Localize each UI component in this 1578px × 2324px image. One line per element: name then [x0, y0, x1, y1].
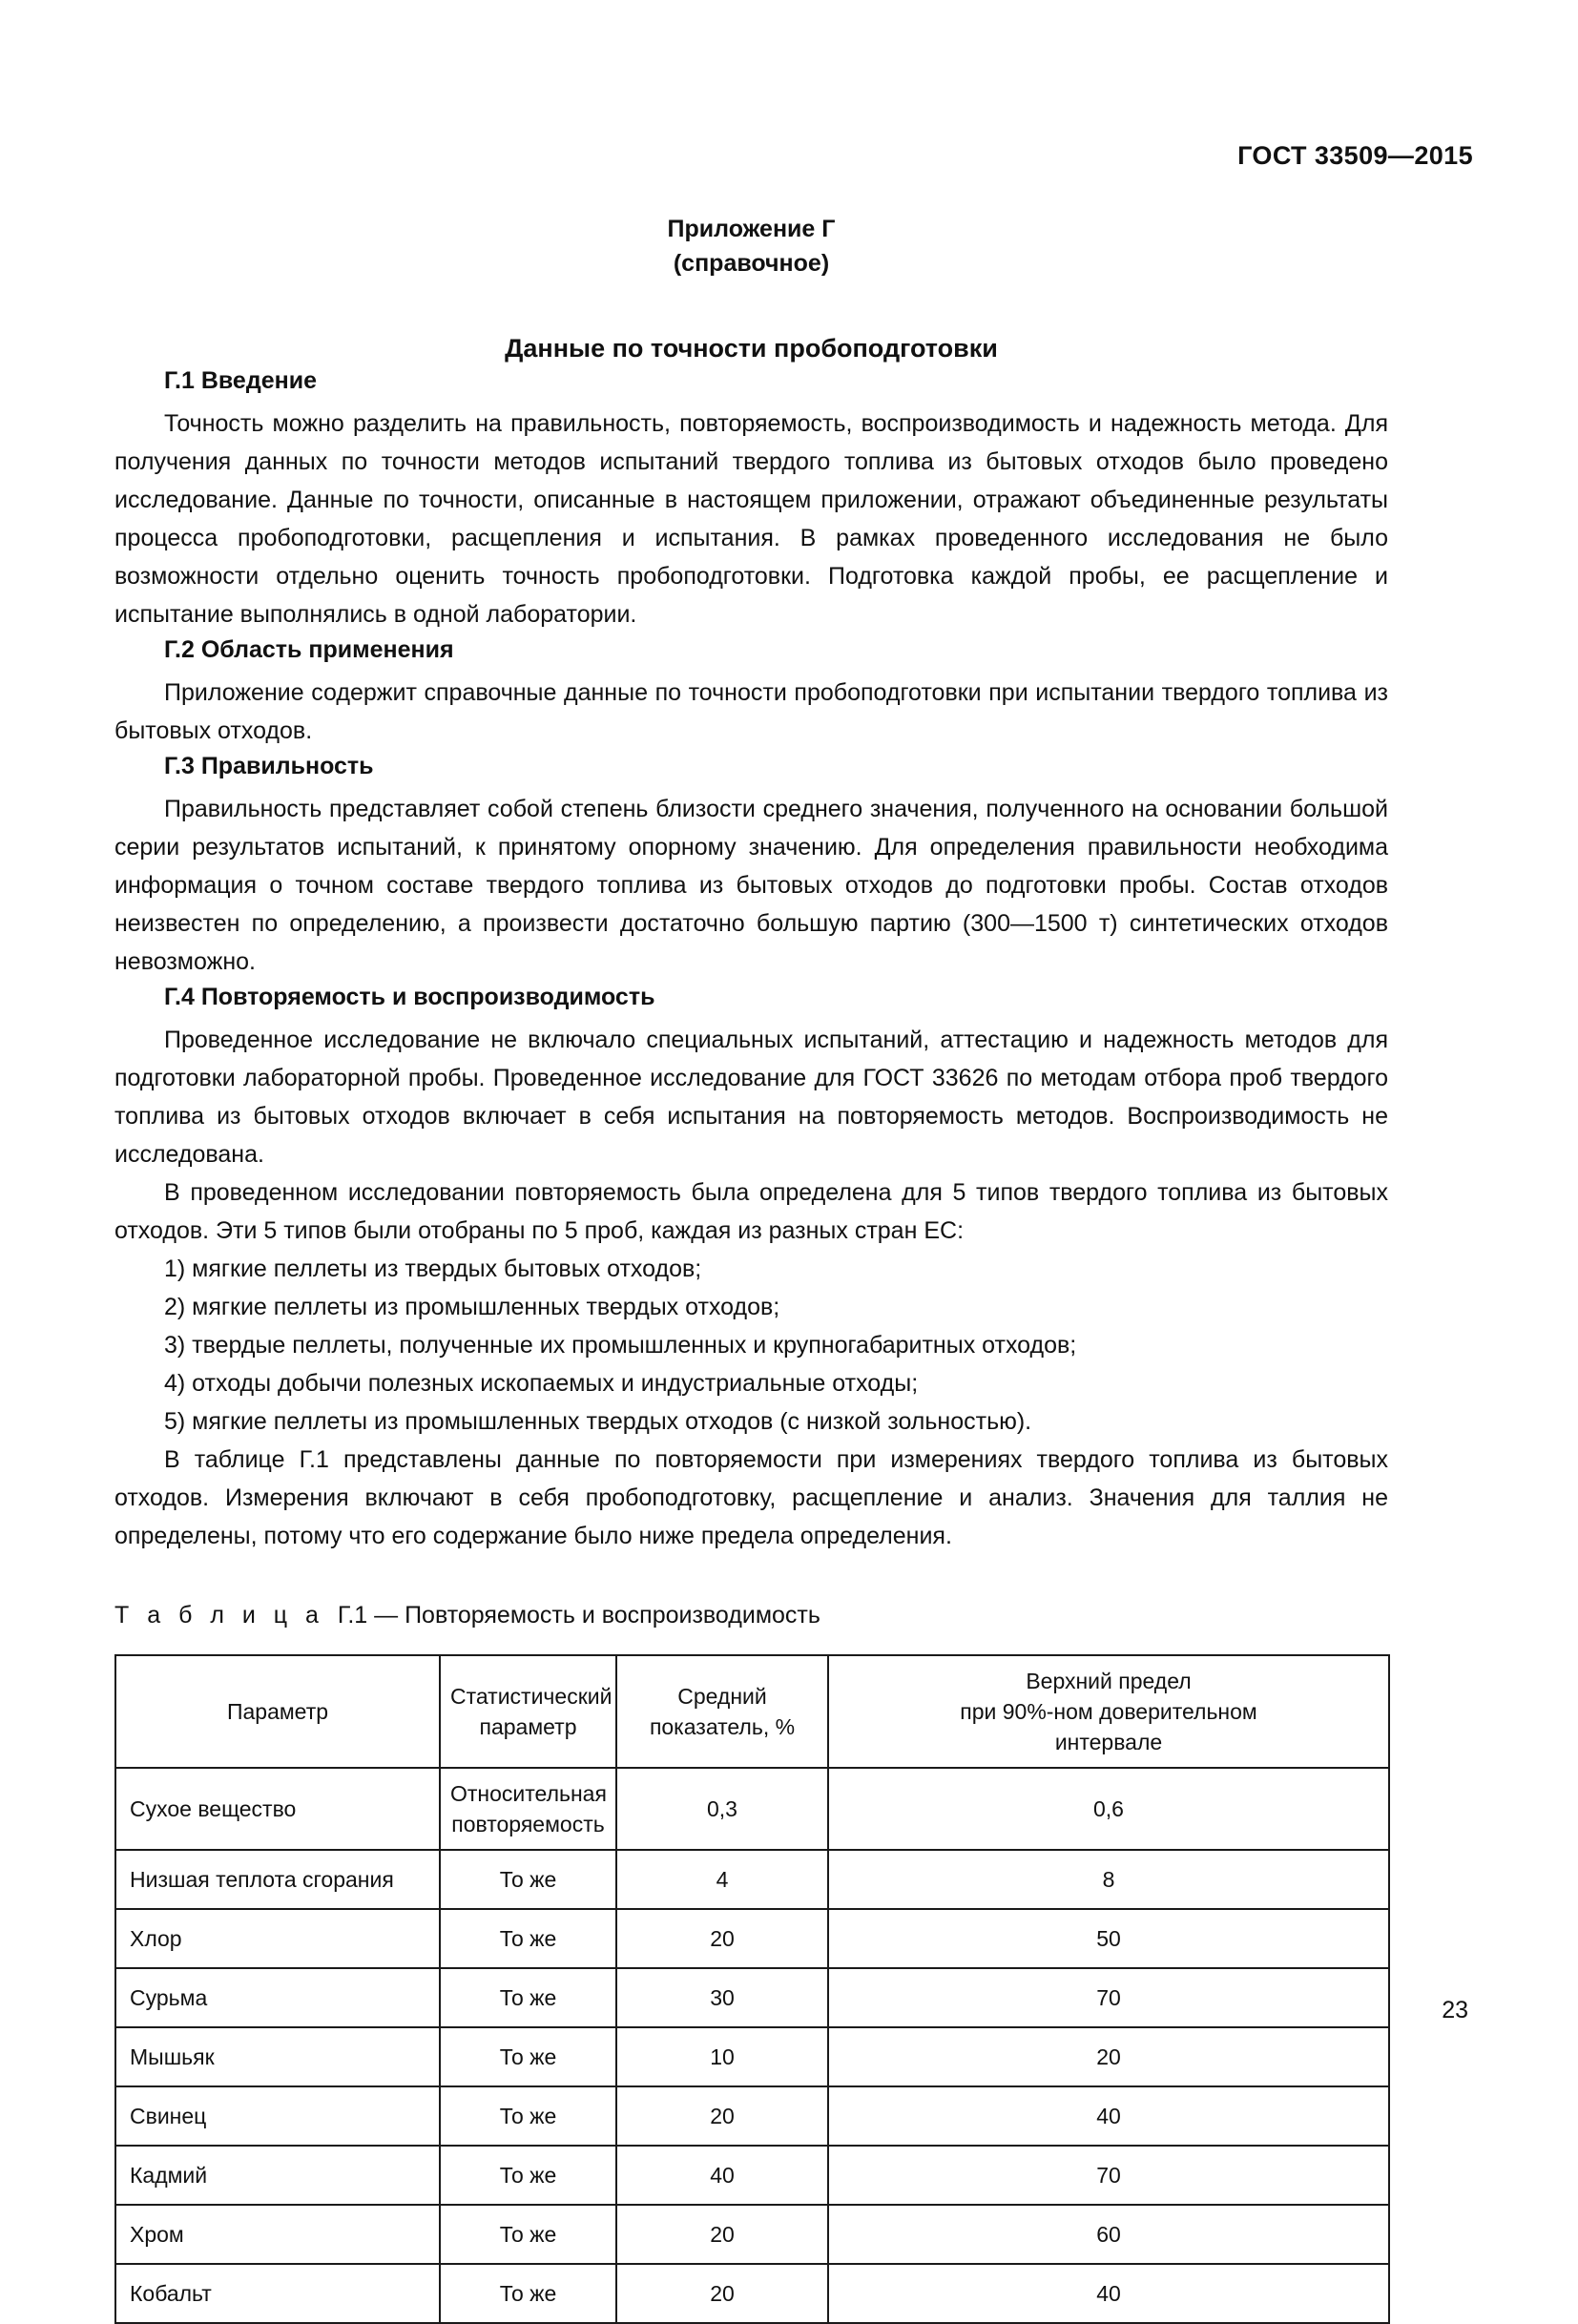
- table-header-row: [115, 1655, 1389, 1768]
- cell-statistic: То же: [440, 1850, 616, 1909]
- appendix-main-title: Данные по точности пробоподготовки: [505, 334, 998, 363]
- cell-parameter: Сурьма: [115, 1968, 440, 2027]
- cell-upper-limit: 60: [828, 2205, 1389, 2264]
- running-header-standard-number: ГОСТ 33509—2015: [1237, 141, 1473, 170]
- table-row: [115, 1909, 1389, 1968]
- cell-parameter: Хлор: [115, 1909, 440, 1968]
- list-item: 3) твердые пеллеты, полученные их промышленных и крупногабаритных отходов;: [164, 1332, 1077, 1359]
- section-paragraph-g1: Точность можно разделить на правильность, повторяемость, воспроизводимость и надежность метода. Для получения данных по точности методов испытаний твердого топлива из бытовых отходов было проведено исследование. Данные по точности, описанные в настоящем приложении, отражают объединенные результаты процесса пробоподготовки, расщепления и испытания. В рамках проведенного исследования не было возможности отдельно оценить точность пробоподготовки. Подготовка каждой пробы, ее расщепление и испытание выполнялись в одной лаборатории.: [114, 410, 1388, 628]
- cell-mean-value: 0,3: [616, 1768, 828, 1850]
- section-heading-g3: Г.3 Правильность: [164, 753, 374, 779]
- table-head: [115, 1655, 1389, 1768]
- column-header-upper-limit: Верхний предел при 90%-ном доверительном интервале: [828, 1655, 1389, 1768]
- cell-statistic: Относительная повторяемость: [440, 1768, 616, 1850]
- page-content: [114, 212, 1388, 2324]
- section-paragraph-g3: Правильность представляет собой степень близости среднего значения, полученного на основании большой серии результатов испытаний, к принятому опорному значению. Для определения правильности необходима информация о точном составе твердого топлива из бытовых отходов до подготовки пробы. Состав отходов неизвестен по определению, а произвести достаточно большую партию (300—1500 т) синтетических отходов невозможно.: [114, 796, 1388, 975]
- cell-mean-value: 20: [616, 1909, 828, 1968]
- cell-statistic: То же: [440, 2146, 616, 2205]
- cell-upper-limit: 50: [828, 1909, 1389, 1968]
- table-caption: [114, 1599, 1388, 1631]
- cell-mean-value: 20: [616, 2205, 828, 2264]
- cell-statistic: То же: [440, 2205, 616, 2264]
- cell-upper-limit: 0,6: [828, 1768, 1389, 1850]
- fuel-type-list: [114, 1250, 1388, 1441]
- table-caption-rest: Г.1 — Повторяемость и воспроизводимость: [337, 1602, 820, 1629]
- cell-mean-value: 10: [616, 2027, 828, 2086]
- section-paragraph-g4-3: В таблице Г.1 представлены данные по повторяемости при измерениях твердого топлива из бытовых отходов. Измерения включают в себя пробоподготовку, расщепление и анализ. Значения для таллия не определены, потому что его содержание было ниже предела определения.: [114, 1446, 1388, 1549]
- table-caption-lead: Т а б л и ц а: [114, 1602, 324, 1629]
- cell-mean-value: 4: [616, 1850, 828, 1909]
- section-paragraph-g4-1: Проведенное исследование не включало специальных испытаний, аттестацию и надежность методов для подготовки лабораторной пробы. Проведенное исследование для ГОСТ 33626 по методам отбора проб твердого топлива из бытовых отходов включает в себя испытания на повторяемость методов. Воспроизводимость не исследована.: [114, 1027, 1388, 1168]
- cell-upper-limit: 20: [828, 2027, 1389, 2086]
- page-number: 23: [1442, 1997, 1468, 2023]
- table-row: [115, 2027, 1389, 2086]
- table-row: [115, 1850, 1389, 1909]
- cell-parameter: Кобальт: [115, 2264, 440, 2323]
- cell-statistic: То же: [440, 2086, 616, 2146]
- cell-parameter: Хром: [115, 2205, 440, 2264]
- list-item: 2) мягкие пеллеты из промышленных твердых отходов;: [164, 1294, 780, 1320]
- cell-parameter: Сухое вещество: [115, 1768, 440, 1850]
- cell-statistic: То же: [440, 1909, 616, 1968]
- section-heading-g1: Г.1 Введение: [164, 367, 317, 394]
- column-header-mean: Средний показатель, %: [616, 1655, 828, 1768]
- table-body: [115, 1768, 1389, 2323]
- list-item: 5) мягкие пеллеты из промышленных твердых отходов (с низкой зольностью).: [164, 1408, 1032, 1435]
- cell-mean-value: 20: [616, 2264, 828, 2323]
- list-item: 1) мягкие пеллеты из твердых бытовых отходов;: [164, 1255, 702, 1282]
- cell-statistic: То же: [440, 2264, 616, 2323]
- section-heading-g2: Г.2 Область применения: [164, 636, 454, 663]
- table-row: [115, 2146, 1389, 2205]
- section-paragraph-g2: Приложение содержит справочные данные по точности пробоподготовки при испытании твердого топлива из бытовых отходов.: [114, 679, 1388, 744]
- cell-upper-limit: 70: [828, 2146, 1389, 2205]
- cell-parameter: Мышьяк: [115, 2027, 440, 2086]
- cell-parameter: Кадмий: [115, 2146, 440, 2205]
- table-row: [115, 1968, 1389, 2027]
- table-row: [115, 2086, 1389, 2146]
- repeatability-table: [114, 1654, 1390, 2324]
- column-header-parameter: Параметр: [115, 1655, 440, 1768]
- column-header-statistic: Статистический параметр: [440, 1655, 616, 1768]
- cell-parameter: Свинец: [115, 2086, 440, 2146]
- cell-upper-limit: 40: [828, 2264, 1389, 2323]
- table-row: [115, 2264, 1389, 2323]
- cell-upper-limit: 40: [828, 2086, 1389, 2146]
- cell-mean-value: 30: [616, 1968, 828, 2027]
- annex-title: Приложение Г: [667, 216, 836, 242]
- table-row: [115, 2205, 1389, 2264]
- cell-mean-value: 40: [616, 2146, 828, 2205]
- section-heading-g4: Г.4 Повторяемость и воспроизводимость: [164, 984, 655, 1010]
- annex-subtitle: (справочное): [673, 250, 830, 277]
- cell-statistic: То же: [440, 2027, 616, 2086]
- cell-upper-limit: 70: [828, 1968, 1389, 2027]
- cell-parameter: Низшая теплота сгорания: [115, 1850, 440, 1909]
- cell-mean-value: 20: [616, 2086, 828, 2146]
- list-item: 4) отходы добычи полезных ископаемых и индустриальные отходы;: [164, 1370, 919, 1397]
- cell-upper-limit: 8: [828, 1850, 1389, 1909]
- cell-statistic: То же: [440, 1968, 616, 2027]
- section-paragraph-g4-2: В проведенном исследовании повторяемость была определена для 5 типов твердого топлива из бытовых отходов. Эти 5 типов были отобраны по 5 проб, каждая из разных стран ЕС:: [114, 1179, 1388, 1244]
- table-row: [115, 1768, 1389, 1850]
